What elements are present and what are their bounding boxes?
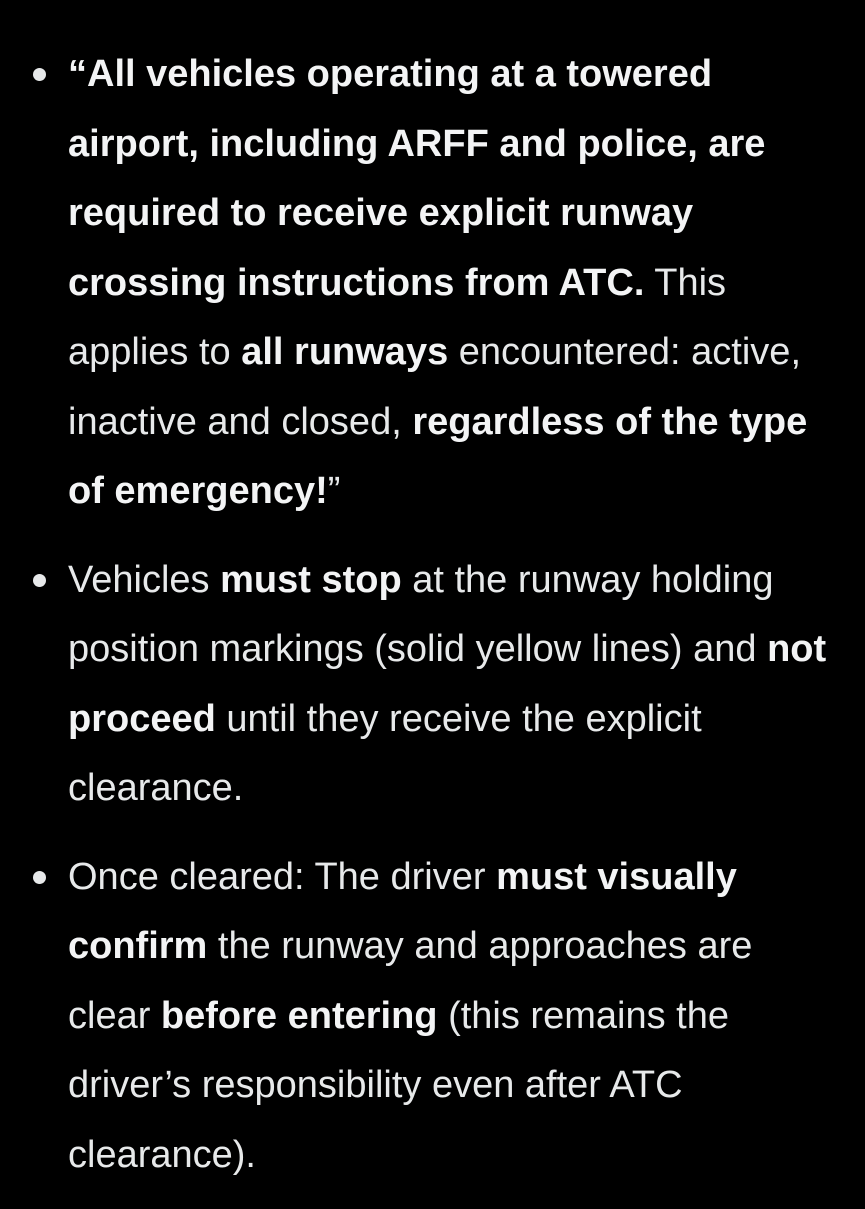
closing-quote: ” [327,470,341,512]
bullet-dot-icon [33,871,46,884]
bullet-item-2 [0,546,865,824]
plain-text: Vehicles [68,558,221,601]
bullet-dot-icon [33,68,46,81]
bold-text: must stop [220,558,402,601]
plain-text: (this remains the driver’s responsibility even after ATC clearance). [68,994,729,1176]
plain-text: Once cleared: The driver [68,855,497,898]
bullet-dot-icon [33,574,46,587]
bold-text: all runways [241,331,449,373]
plain-text: This applies to [68,261,727,373]
plain-text: encountered: active, inactive and closed, [68,331,801,443]
bullet-item-1 [0,40,865,527]
plain-text: at the runway holding position markings (solid yellow lines) and [68,558,774,670]
bullet-list [0,40,865,1209]
plain-text: the runway and approaches are clear [68,925,753,1037]
bold-text: not proceed [68,628,827,740]
bold-text: before entering [160,994,438,1037]
plain-text: until they receive the explicit clearance. [68,697,702,809]
bold-text: regardless of the type of emergency! [68,400,808,512]
quote-bold-text: “All vehicles operating at a towered airport, including ARFF and police, are required to receive explicit runway crossing instructions from ATC. [68,53,766,304]
bold-text: must visually confirm [68,855,737,967]
bullet-item-3 [0,843,865,1191]
